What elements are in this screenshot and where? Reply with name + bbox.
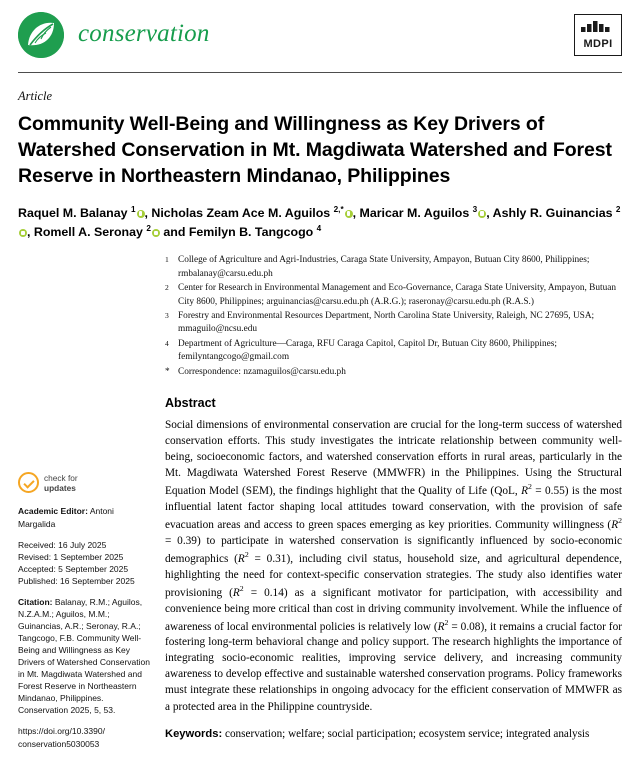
keywords-label: Keywords: — [165, 727, 223, 740]
affiliation-text: Forestry and Environmental Resources Department, North Carolina State University, Raleigh, NC 27695, USA; mmaguilo@ncsu.edu — [178, 311, 595, 335]
citation-block — [18, 596, 153, 717]
left-rail — [18, 472, 153, 758]
date-published: Published: 16 September 2025 — [18, 575, 135, 586]
correspondence-marker: * — [165, 366, 170, 377]
date-accepted: Accepted: 5 September 2025 — [18, 563, 129, 574]
affiliation-marker: 3 — [165, 311, 169, 321]
date-received: Received: 16 July 2025 — [18, 539, 107, 550]
masthead — [18, 10, 622, 73]
check-updates-line1: check for — [44, 472, 78, 483]
citation-text: Balanay, R.M.; Aguilos, N.Z.A.M.; Aguilos, M.M.; Guinancias, A.R.; Seronay, R.A.; Tangcogo, F.B. Community Well-Being and Willingness as Key Drivers of Watershed Conservation in Mt. Magdiwata Watershed and Forest Reserve in Northeastern Mindanao, Philippines. Conservation 2025, 5, 53. — [18, 596, 150, 716]
paper-page — [0, 10, 640, 779]
affiliation-item — [165, 282, 622, 308]
author-list: Raquel M. Balanay $^1$ , Nicholas Zeam Ace M. Aguilos $^{2,*}$ , Maricar M. Aguilos $^3$ , Ashly R. Guinancias $^2$, Romell A. Seronay $^2$ and Femilyn B. Tangcogo $^4$ — [18, 204, 621, 240]
check-for-updates-badge[interactable] — [18, 472, 153, 493]
check-mark-icon — [18, 472, 39, 493]
affiliation-marker: 2 — [165, 283, 169, 293]
affiliation-text: Department of Agriculture—Caraga, RFU Caraga Capitol, Capitol Dr, Butuan City 8600, Philippines; femilyntangcogo@gmail.com — [178, 339, 557, 363]
journal-title: conservation — [78, 20, 210, 47]
affiliation-marker: 1 — [165, 255, 169, 265]
correspondence — [165, 366, 622, 379]
affiliation-item — [165, 310, 622, 336]
academic-editor-name: Antoni Margalida — [18, 506, 114, 529]
academic-editor-label: Academic Editor: — [18, 506, 88, 517]
abstract-text: Social dimensions of environmental conservation are crucial for the long-term success of watershed conservation efforts. This study investigates the intricate relationship between community well-being, socioeconomic factors, and watershed conservation efforts in rural areas, particularly in the Mt. Magdiwata Watershed Forest Reserve (MMWFR) in the Philippines. Using the Structural Equation Model (SEM), the findings highlight that the Quality of Life (QoL, $R^2 = 0.55$) is the most influential latent factor shaping local attitudes toward conservation, with the provision of safe evacuation areas and access to green spaces emerging as key priorities. Community willingness $(R^2 = 0.39)$ to participate in watershed conservation is significantly influenced by socio-economic demographics $(R^2 = 0.31)$, including civil status, household size, and agricultural dependence, highlighting the need for context-specific conservation strategies. The study also identifies water provisioning $(R^2 = 0.14)$ as a significant motivator for participation, with accessibility and convenience being more critical than cost in driving community involvement. While the influence of awareness of local environmental policies is relatively low $(R^2 = 0.08)$, it remains a crucial factor for fostering long-term behavioral change and policy support. The research highlights the importance of integrating socio-economic realities, improving service delivery, and increasing community awareness to develop effective and sustainable watershed conservation programs. Policy frameworks must integrate these relationships in ongoing advocacy for the efficient conservation of MMWFR as a protected area in the Philippine countryside. — [165, 419, 623, 713]
publisher-logo — [574, 14, 622, 56]
affiliation-text: Center for Research in Environmental Management and Eco-Governance, Caraga State University, Ampayon, Butuan City 8600, Philippines; arguinancias@carsu.edu.ph (A.R.G.); raseronay@carsu.edu.ph (R.A.S.) — [178, 283, 617, 307]
doi-link[interactable] — [18, 725, 153, 749]
page-title: Community Well-Being and Willingness as Key Drivers of Watershed Conservation in Mt. Magdiwata Watershed and Forest Reserve in Northeastern Mindanao, Philippines — [18, 113, 612, 187]
affiliation-text: College of Agriculture and Agri-Industries, Caraga State University, Ampayon, Butuan City 8600, Philippines; rmbalanay@carsu.edu.ph — [178, 255, 590, 279]
publisher-label: MDPI — [583, 38, 613, 50]
check-updates-line2: updates — [44, 482, 76, 493]
article-type: Article — [18, 89, 53, 103]
publication-dates — [18, 539, 153, 587]
keywords — [165, 727, 622, 743]
date-revised: Revised: 1 September 2025 — [18, 551, 124, 562]
doi-line-1: https://doi.org/10.3390/ — [18, 726, 105, 737]
academic-editor — [18, 505, 153, 529]
citation-label: Citation: — [18, 596, 53, 607]
keywords-text: conservation; welfare; social participation; ecosystem service; integrated analysis — [225, 727, 590, 740]
affiliation-item — [165, 338, 622, 364]
affiliation-marker: 4 — [165, 339, 169, 349]
journal-logo-icon — [18, 12, 64, 58]
right-column — [165, 254, 622, 742]
correspondence-text: Correspondence: nzamaguilos@carsu.edu.ph — [178, 366, 346, 377]
abstract-heading: Abstract — [165, 396, 216, 411]
doi-line-2: conservation5030053 — [18, 738, 100, 749]
affiliations — [165, 254, 622, 379]
affiliation-item — [165, 254, 622, 280]
